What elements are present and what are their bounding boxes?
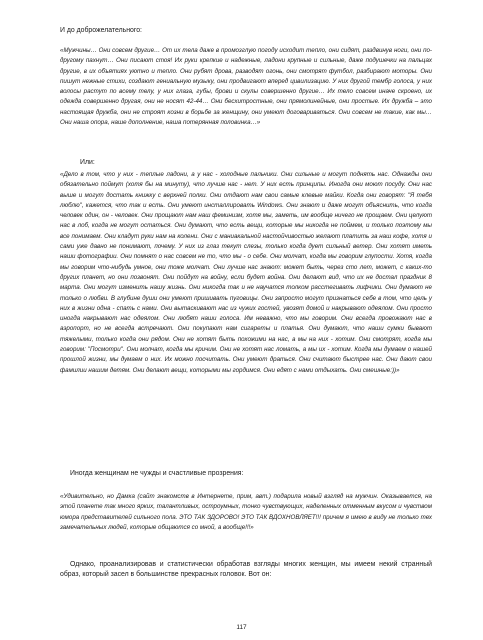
closing-paragraph: Однако, проанализировав и статистически обработав взгляды многих женщин, мы имеем некий странный образ, который засел в большинстве прекрасных головок. Вот он: [60,561,432,579]
quote-warm-palms: «Дело в том, что у них - теплые ладони, а у нас - холодные пальчики. Они сильные и могут поднять нас. Однажды они обязательно поймут (хотя бы на минуту), что лучше нас - нет. У них есть принципы. Иногда они моют посуду. Они нас выше и могут достать книжку с верхней полки. Они отдают нам свои самые клевые майки. Когда они говорят: "Я тебя люблю", кажется, что так и есть. Они умеют инсталлировать Windows. Они знают и даже могут объяснить, что когда человек один, он - человек. Они прощают нам наш феминизм, хотя мы, заметь, им вообще ничего не прощаем. Они целуют нас в лоб, когда не могут остаться. Они думают, что есть вещи, которые мы никогда не поймем, и только поэтому мы все понимаем. Они кладут руки нам на колени. Они с маниакальной настойчивостью желают платить за наш кофе, хотя и сами уже давно не понимают, почему. У них из глаз текут слезы, только когда дует сильный ветер. Они хотят иметь наши фотографии. Они помнят о нас совсем не то, что мы - о себе. Они молчат, когда мы говорим глупости. Хотя, когда мы говорим что-нибудь умное, они тоже молчат. Они лучше нас знают: может быть, через сто лет, может, с каких-то других планет, но они позвонят. Они пойдут на войну, если будет война. Они делают вид, что их не достал праздник 8 марта. Они могут изменить нашу жизнь. Они никогда так и не научатся толком расстегивать лифчики. Они думают не только о любви. В глубине души они умеют пришивать пуговицы. Они запросто могут признаться себе в том, что цель у них в жизни одна - спать с нами. Они вытаскивают нас из чужих гостей, увозят домой и накрывают одеялом. Они просто иногда накрывают нас одеялом. Они любят наши голоса. Им неважно, что мы говорим. Они всегда провожают нас в аэропорт, но не всегда встречают. Они покупают нам сигареты и платья. Они думают, что наши сумки бывают тяжелыми, только когда они рядом. Они не хотят быть похожими на нас, а мы на них - хотим. Они смотрят, когда мы говорим: "Посмотри". Они молчат, когда мы кричим. Они не хотят нас ломать, а мы их - хотим. Когда мы думаем о нашей прошлой жизни, мы думаем о них. Их можно посчитать. Они умеют драться. Они считают быстрее нас. Они дают свои фамилии нашим детям. Они делают вещи, которыми мы гордимся. Они едят с нами отдыхать. Они смешные:))» [60,171,432,374]
or-label: Или: [80,159,95,166]
insight-intro-line: Иногда женщинам не чужды и счастливые прозрения: [70,470,244,477]
page-number: 117 [236,624,247,631]
intro-line: И до доброжелательного: [60,27,142,34]
quote-men-different: «Мужчины… Они совсем другие… От их тела даже в промозглую погоду исходит тепло, они сидят, раздвинув ноги, они по-другому пахнут… Они писают стоя! Их руки крепкие и надежные, ладони крупные и сильные, даже подушечки на пальцах другие, в их объятиях уютно и тепло. Они рубят дрова, разводят огонь, они смотрят футбол, разбирают моторы. Они пишут нежные стихи, создают гениальную музыку, они продвигают вперед цивилизацию. У них другой тембр голоса, у них волосы растут по всему телу, у них глаза, губы, брови и скулы совершенно другие… Их тело совсем иначе скроено, их одежда совершенно другая, они не носят 42-44… Они бесхитростные, они прямолинейные, они простые. Их дружба – это настоящая дружба, они не строят козни в борьбе за женщину, они умеют договариваться. Они совсем не такие, как мы… Они наша опора, наше дополнение, наша потерянная половинка…» [60,47,432,127]
quote-dating-site: «Удивительно, но Дамка (сайт знакомств в Интернете, прим, авт.) подарила новый взгляд на мужчин. Оказывается, на этой планете так много ярких, талантливых, остроумных, тонко чувствующих, наделенных отменным вкусом и чувством юмора представителей сильного пола. ЭТО ТАК ЗДОРОВО! ЭТО ТАК ВДОХНОВЛЯЕТ!!! причем я имею в виду не только тех замечательных людей, которые общаются со мной, а вообще!!!» [60,493,432,531]
